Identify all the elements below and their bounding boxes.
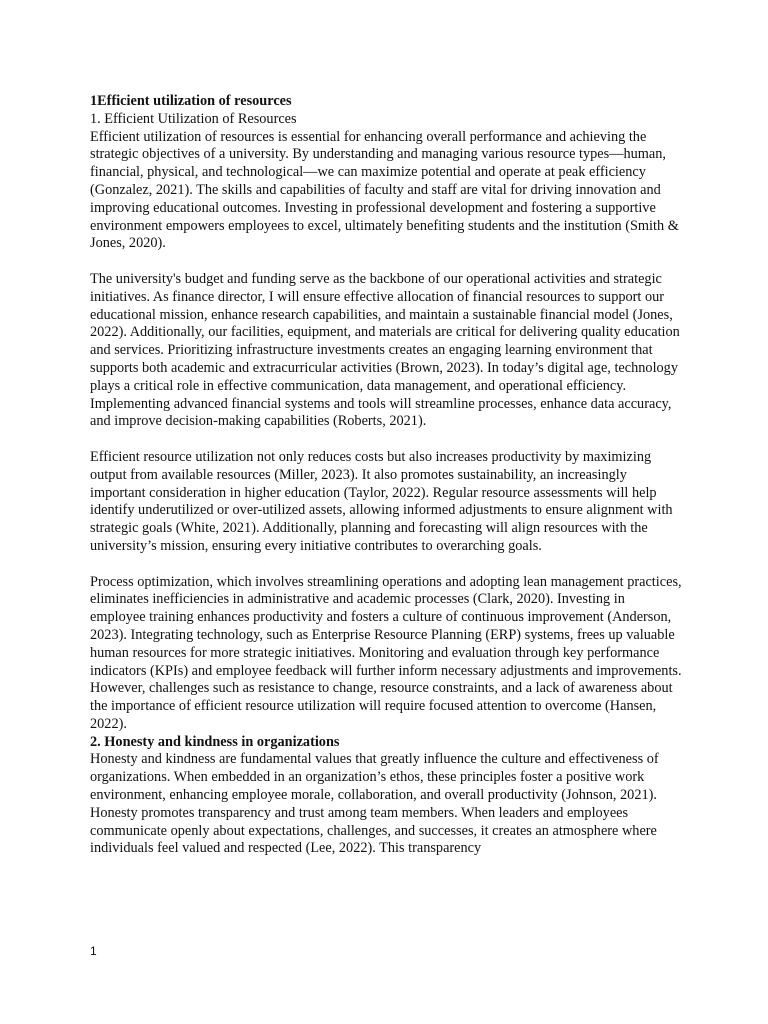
document-body <box>90 93 682 858</box>
paragraph-spacer <box>90 556 682 574</box>
section-2-title: 2. Honesty and kindness in organizations <box>90 733 340 750</box>
paragraph-5: Honesty and kindness are fundamental values that greatly influence the culture and effectiveness of organizations. When embedded in an organization’s ethos, these principles foster a positive work environment, enhancing employee morale, collaboration, and overall productivity (Johnson, 2021). Honesty promotes transparency and trust among team members. When leaders and employees communicate openly about expectations, challenges, and successes, it creates an atmosphere where individuals feel valued and respected (Lee, 2022). This transparency <box>90 751 659 857</box>
page-number: 1 <box>90 944 97 958</box>
paragraph-3: Efficient resource utilization not only reduces costs but also increases productivity by maximizing output from available resources (Miller, 2023). It also promotes sustainability, an increasingly important consideration in higher education (Taylor, 2022). Regular resource assessments will help identify underutilized or over-utilized assets, allowing informed adjustments to ensure alignment with strategic goals (White, 2021). Additionally, planning and forecasting will align resources with the university’s mission, ensuring every initiative contributes to overarching goals. <box>90 448 673 554</box>
paragraph-spacer <box>90 431 682 449</box>
paragraph-1: Efficient utilization of resources is essential for enhancing overall performance and achieving the strategic objectives of a university. By understanding and managing various resource types—human, financial, physical, and technological—we can maximize potential and operate at peak efficiency (Gonzalez, 2021). The skills and capabilities of faculty and staff are vital for driving innovation and improving educational outcomes. Investing in professional development and fostering a supportive environment empowers employees to excel, ultimately benefiting students and the institution (Smith & Jones, 2020). <box>90 128 679 252</box>
paragraph-4: Process optimization, which involves streamlining operations and adopting lean management practices, eliminates inefficiencies in administrative and academic processes (Clark, 2020). Investing in employee training enhances productivity and fosters a culture of continuous improvement (Anderson, 2023). Integrating technology, such as Enterprise Resource Planning (ERP) systems, frees up valuable human resources for more strategic initiatives. Monitoring and evaluation through key performance indicators (KPIs) and employee feedback will further inform necessary adjustments and improvements. However, challenges such as resistance to change, resource constraints, and a lack of awareness about the importance of efficient resource utilization will require focused attention to overcome (Hansen, 2022). <box>90 573 682 732</box>
section-1-title: 1Efficient utilization of resources <box>90 93 292 109</box>
paragraph-2: The university's budget and funding serve as the backbone of our operational activities and strategic initiatives. As finance director, I will ensure effective allocation of financial resources to support our educational mission, enhance research capabilities, and maintain a sustainable financial model (Jones, 2022). Additionally, our facilities, equipment, and materials are critical for delivering quality education and services. Prioritizing infrastructure investments creates an engaging learning environment that supports both academic and extracurricular activities (Brown, 2023). In today’s digital age, technology plays a critical role in effective communication, data management, and operational efficiency. Implementing advanced financial systems and tools will streamline processes, enhance data accuracy, and improve decision-making capabilities (Roberts, 2021). <box>90 270 680 430</box>
paragraph-spacer <box>90 253 682 271</box>
section-1-subtitle: 1. Efficient Utilization of Resources <box>90 110 297 127</box>
